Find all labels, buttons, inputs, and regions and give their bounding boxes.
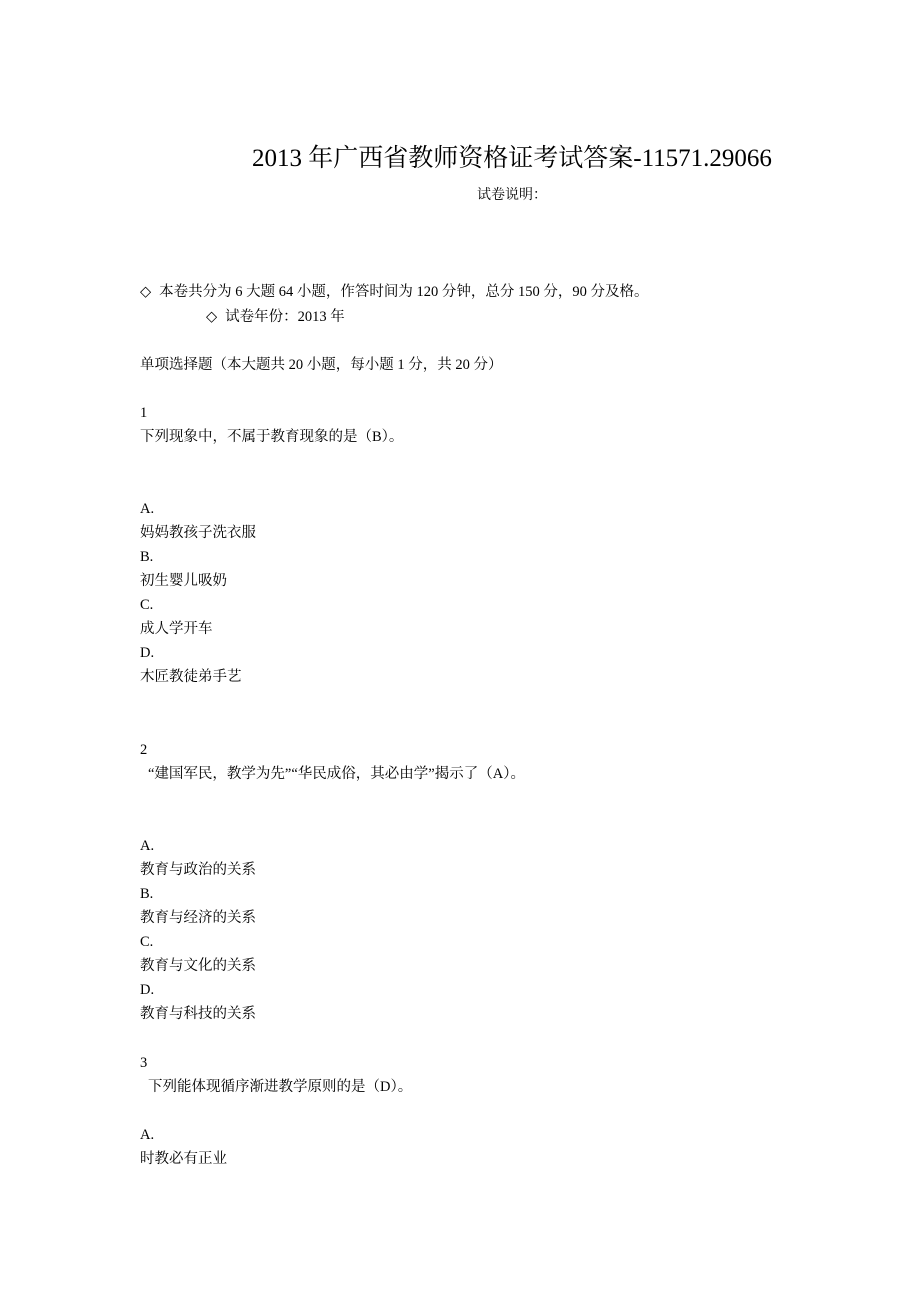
option-letter: A. bbox=[140, 1127, 155, 1143]
option-text: 初生婴儿吸奶 bbox=[140, 573, 227, 589]
diamond-bullet-icon: ◇ bbox=[206, 309, 218, 325]
exam-info-text: 本卷共分为 6 大题 64 小题，作答时间为 120 分钟，总分 150 分，90 分及格。 bbox=[159, 284, 649, 300]
diamond-bullet-icon: ◇ bbox=[140, 284, 152, 300]
option-letter: D. bbox=[140, 645, 155, 661]
option-letter: A. bbox=[140, 838, 155, 854]
option-text: 成人学开车 bbox=[140, 621, 213, 637]
question-stem: 下列能体现循序渐进教学原则的是（D）。 bbox=[148, 1079, 413, 1095]
exam-year-line bbox=[206, 310, 345, 325]
option-letter: C. bbox=[140, 597, 154, 613]
option-text: 教育与政治的关系 bbox=[140, 862, 256, 878]
option-letter: D. bbox=[140, 982, 155, 998]
option-text: 教育与科技的关系 bbox=[140, 1006, 256, 1022]
option-text: 时教必有正业 bbox=[140, 1151, 227, 1167]
section-heading: 单项选择题（本大题共 20 小题，每小题 1 分，共 20 分） bbox=[140, 357, 503, 373]
option-letter: C. bbox=[140, 934, 154, 950]
question-number: 3 bbox=[140, 1055, 148, 1071]
option-text: 妈妈教孩子洗衣服 bbox=[140, 525, 256, 541]
option-text: 教育与文化的关系 bbox=[140, 958, 256, 974]
option-letter: B. bbox=[140, 886, 154, 902]
question-stem: “建国军民，教学为先”“华民成俗，其必由学”揭示了（A）。 bbox=[148, 766, 525, 782]
question-number: 1 bbox=[140, 405, 148, 421]
document-title: 2013 年广西省教师资格证考试答案-11571.29066 bbox=[252, 145, 772, 172]
exam-info-line bbox=[140, 285, 649, 300]
option-text: 教育与经济的关系 bbox=[140, 910, 256, 926]
option-letter: A. bbox=[140, 501, 155, 517]
question-stem: 下列现象中，不属于教育现象的是（B）。 bbox=[140, 429, 404, 445]
option-text: 木匠教徒弟手艺 bbox=[140, 669, 242, 685]
option-letter: B. bbox=[140, 549, 154, 565]
document-subtitle: 试卷说明： bbox=[477, 188, 547, 203]
exam-year-text: 试卷年份：2013 年 bbox=[225, 309, 345, 325]
question-number: 2 bbox=[140, 742, 148, 758]
